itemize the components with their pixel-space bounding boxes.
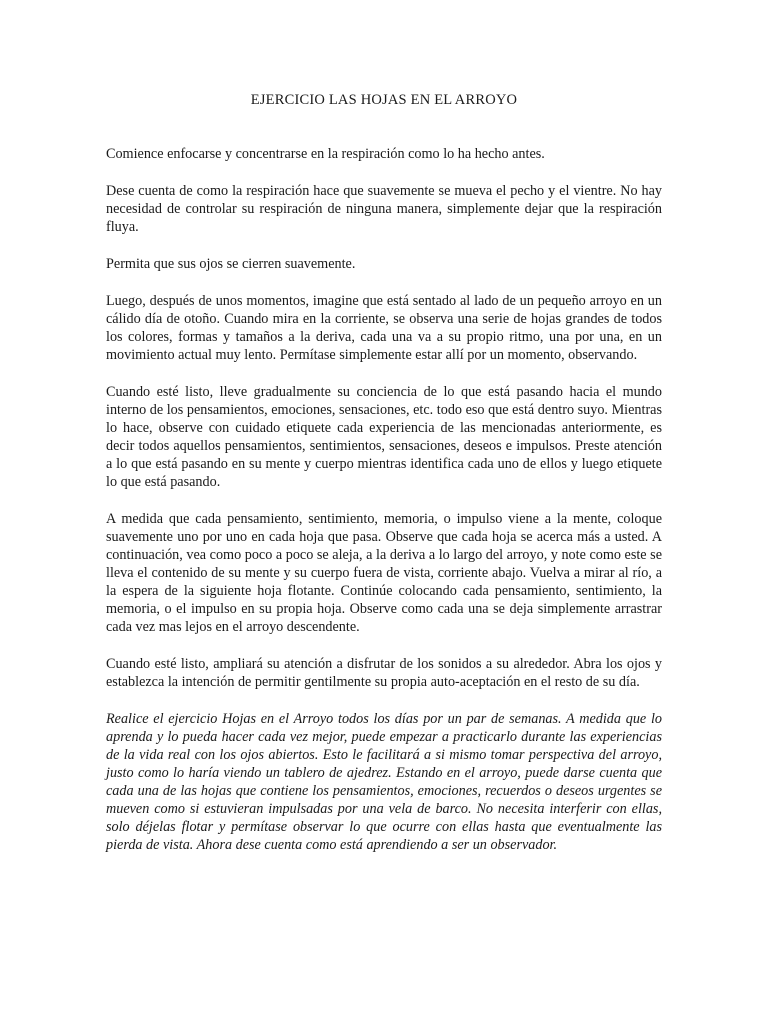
paragraph-2: Dese cuenta de como la respiración hace que suavemente se mueva el pecho y el vientre. No hay necesidad de controlar su respiración de ninguna manera, simplemente dejar que la respiración fluya. bbox=[106, 183, 662, 235]
paragraph-3: Permita que sus ojos se cierren suavemente. bbox=[106, 256, 356, 272]
paragraph-6: A medida que cada pensamiento, sentimiento, memoria, o impulso viene a la mente, coloque suavemente uno por uno en cada hoja que pasa. Observe que cada hoja se acerca más a usted. A continuación, vea como poco a poco se aleja, a la deriva a lo largo del arroyo, y note como este se lleva el contenido de su mente y su cuerpo fuera de vista, corriente abajo. Vuelva a mirar al río, a la espera de la siguiente hoja flotante. Continúe colocando cada pensamiento, sentimiento, la memoria, o el impulso en su propia hoja. Observe como cada una se deja simplemente arrastrar cada vez mas lejos en el arroyo descendente. bbox=[106, 511, 662, 635]
paragraph-1: Comience enfocarse y concentrarse en la respiración como lo ha hecho antes. bbox=[106, 146, 545, 162]
document-body bbox=[106, 145, 662, 873]
paragraph-8-italic: Realice el ejercicio Hojas en el Arroyo todos los días por un par de semanas. A medida que lo aprenda y lo pueda hacer cada vez mejor, puede empezar a practicarlo durante las experiencias de la vida real con los ojos abiertos. Esto le facilitará a si mismo tomar perspectiva del arroyo, justo como lo haría viendo un tablero de ajedrez. Estando en el arroyo, puede darse cuenta que cada una de las hojas que contiene los pensamientos, emociones, recuerdos o deseos urgentes se mueven como si estuvieran impulsadas por una vela de barco. No necesita interferir con ellas, solo déjelas flotar y permítase observar lo que ocurre con ellas hasta que eventualmente las pierda de vista. Ahora dese cuenta como está aprendiendo a ser un observador. bbox=[106, 711, 662, 853]
paragraph-7: Cuando esté listo, ampliará su atención a disfrutar de los sonidos a su alrededor. Abra los ojos y establezca la intención de permitir gentilmente su propia auto-aceptación en el resto de su día. bbox=[106, 656, 662, 690]
paragraph-5: Cuando esté listo, lleve gradualmente su conciencia de lo que está pasando hacia el mundo interno de los pensamientos, emociones, sensaciones, etc. todo eso que está dentro suyo. Mientras lo hace, observe con cuidado etiquete cada experiencia de las mencionadas anteriormente, es decir todos aquellos pensamientos, sentimientos, sensaciones, deseos e impulsos. Preste atención a lo que está pasando en su mente y cuerpo mientras identifica cada uno de ellos y luego etiquete lo que está pasando. bbox=[106, 384, 662, 490]
document-title: EJERCICIO LAS HOJAS EN EL ARROYO bbox=[250, 92, 518, 108]
paragraph-4: Luego, después de unos momentos, imagine que está sentado al lado de un pequeño arroyo en un cálido día de otoño. Cuando mira en la corriente, se observa una serie de hojas grandes de todos los colores, formas y tamaños a la deriva, cada una va a su propio ritmo, una por una, en un movimiento actual muy lento. Permítase simplemente estar allí por un momento, observando. bbox=[106, 293, 662, 363]
